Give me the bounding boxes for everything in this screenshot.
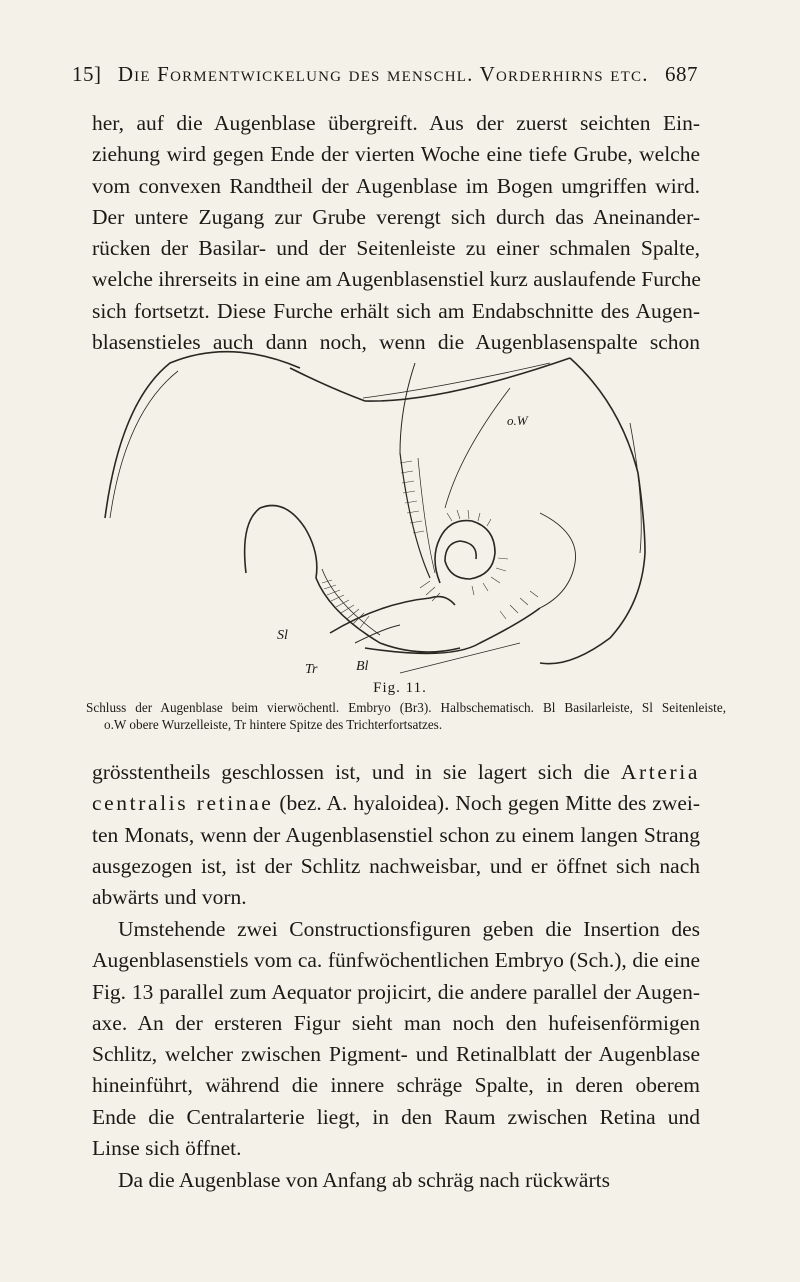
text-line: welche ihrerseits in eine am Augenblasenstiel kurz auslaufende Furche: [92, 267, 701, 292]
text-line: Linse sich öffnet.: [92, 1136, 242, 1161]
paragraph-2: [92, 757, 700, 913]
text-line: [92, 757, 700, 788]
paragraph-4: [92, 1165, 700, 1196]
label-ow: o.W: [507, 413, 528, 428]
text-line: Fig. 13 parallel zum Aequator projicirt, die andere parallel der Augen-: [92, 979, 700, 1004]
text-line: Schlitz, welcher zwischen Pigment- und Retinalblatt der Augenblase: [92, 1042, 700, 1067]
running-header: [72, 62, 698, 87]
text-run: (bez. A. hyaloidea). Noch gegen Mitte des zwei-: [273, 791, 700, 816]
section-number: 15]: [72, 62, 102, 86]
figure-caption: [86, 699, 726, 733]
text-line: hineinführt, während die innere schräge Spalte, in deren oberem: [92, 1073, 700, 1098]
text-line: ten Monats, wenn der Augenblasenstiel schon zu einem langen Strang: [92, 822, 700, 847]
text-line: Der untere Zugang zur Grube verengt sich durch das Aneinander-: [92, 204, 700, 229]
embryo-eye-figure: [100, 343, 660, 678]
label-bl: Bl: [356, 659, 369, 674]
text-line: her, auf die Augenblase übergreift. Aus der zuerst seichten Ein-: [92, 111, 700, 135]
caption-line: o.W obere Wurzelleiste, Tr hintere Spitze des Trichterfortsatzes.: [104, 717, 443, 732]
paragraph-1: [92, 108, 700, 358]
text-line: Ende die Centralarterie liegt, in den Raum zwischen Retina und: [92, 1104, 700, 1129]
paragraph-3: [92, 914, 700, 1164]
running-title: Die Formentwickelung des menschl. Vorderhirns etc.: [117, 62, 649, 86]
figure-number: Fig. 11.: [373, 680, 427, 696]
text-line: blasenstieles auch dann noch, wenn die Augenblasenspalte schon: [92, 330, 700, 355]
text-line: sich fortsetzt. Diese Furche erhält sich am Endabschnitte des Augen-: [92, 298, 700, 323]
text-line: [92, 788, 700, 819]
text-line: ziehung wird gegen Ende der vierten Woche eine tiefe Grube, welche: [92, 142, 700, 167]
text-line: ausgezogen ist, ist der Schlitz nachweisbar, und er öffnet sich nach: [92, 853, 700, 878]
text-line: Augenblasenstiels vom ca. fünfwöchentlichen Embryo (Sch.), die eine: [92, 948, 700, 973]
caption-line: Schluss der Augenblase beim vierwöchentl. Embryo (Br3). Halbschematisch. Bl Basilarleiste, Sl Seitenleiste,: [86, 700, 726, 715]
spaced-term: Arteria: [620, 760, 700, 784]
spaced-term: centralis retinae: [92, 791, 274, 816]
label-tr: Tr: [305, 662, 318, 677]
page-number: 687: [665, 62, 698, 86]
text-line: rücken der Basilar- und der Seitenleiste zu einer schmalen Spalte,: [92, 236, 700, 261]
text-line: vom convexen Randtheil der Augenblase im Bogen umgriffen wird.: [92, 173, 700, 198]
text-line: abwärts und vorn.: [92, 885, 247, 910]
text-line: Umstehende zwei Constructionsfiguren geben die Insertion des: [118, 917, 700, 941]
text-line: Da die Augenblase von Anfang ab schräg nach rückwärts: [118, 1168, 610, 1192]
label-sl: Sl: [277, 628, 288, 643]
text-run: grösstentheils geschlossen ist, und in sie lagert sich die: [92, 760, 621, 784]
text-line: axe. An der ersteren Figur sieht man noch den hufeisenförmigen: [92, 1010, 700, 1035]
